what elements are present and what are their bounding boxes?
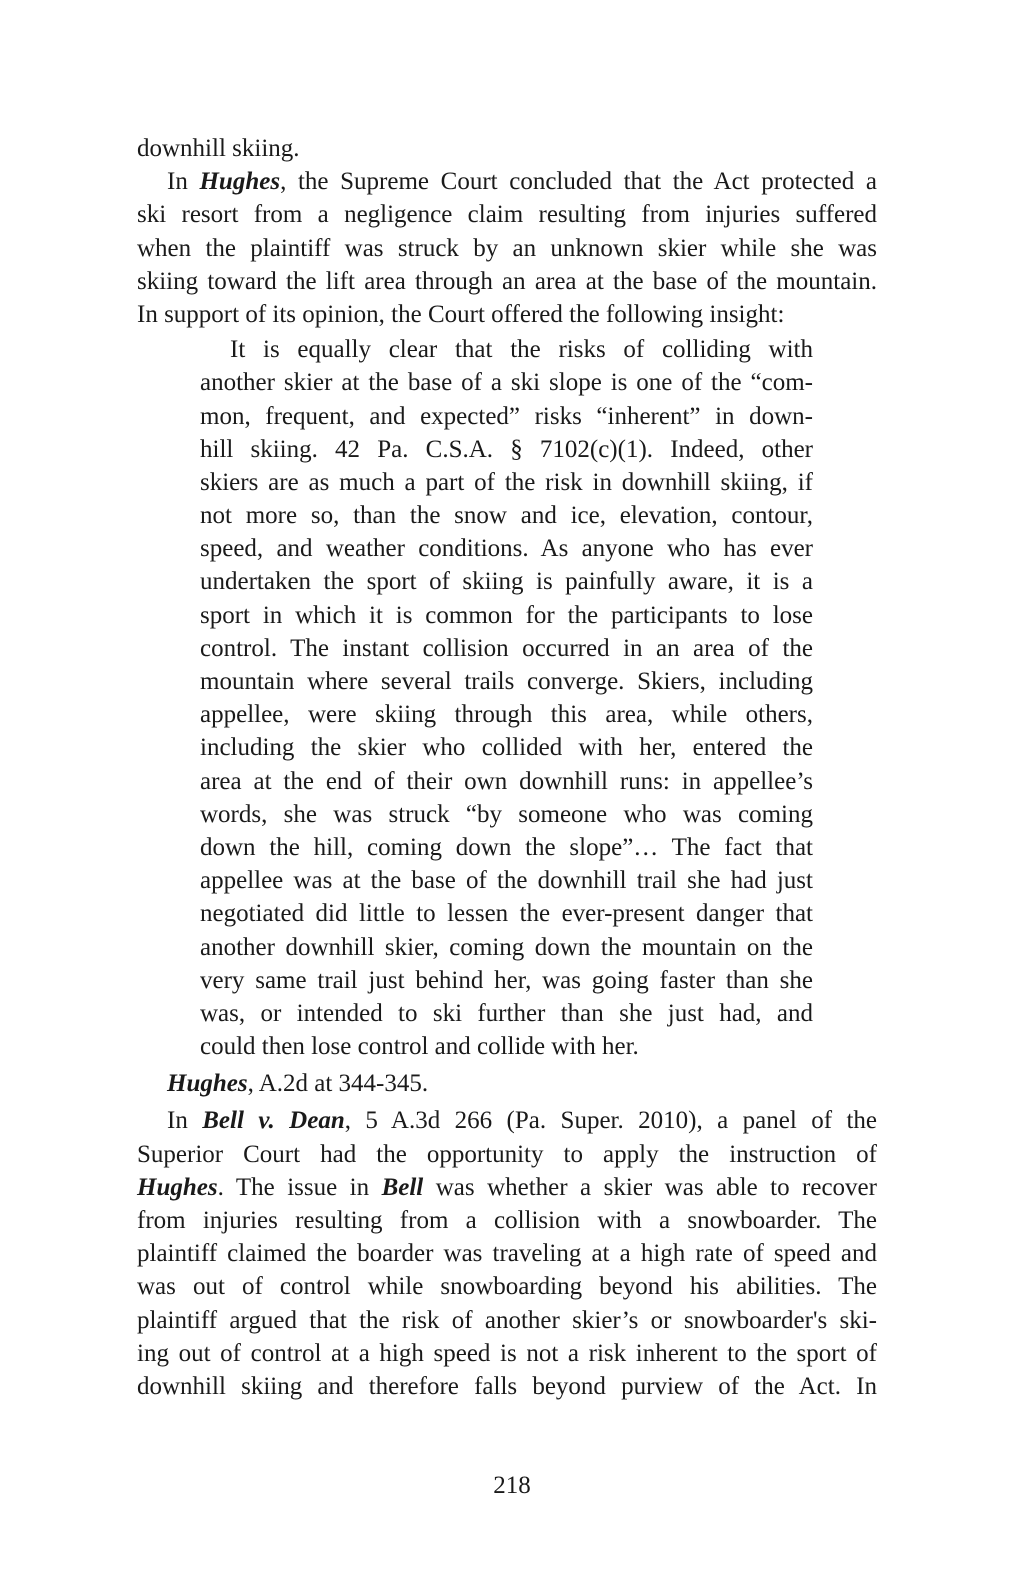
paragraph-line: ing out of control at a high speed is not a risk inherent to the sport of [137, 1339, 877, 1367]
text-fragment: , 5 A.3d 266 (Pa. Super. 2010), a panel of the [344, 1107, 877, 1135]
quote-line: down the hill, coming down the slope”… The fact that [200, 833, 813, 861]
quote-line: mon, frequent, and expected” risks “inherent” in down- [200, 402, 813, 430]
quote-line: including the skier who collided with her, entered the [200, 734, 813, 762]
page-body [137, 132, 877, 1403]
quote-line: area at the end of their own downhill runs: in appellee’s [200, 767, 813, 795]
quote-line: mountain where several trails converge. Skiers, including [200, 668, 813, 695]
block-quote [200, 333, 813, 1063]
quote-line: control. The instant collision occurred in an area of the [200, 634, 813, 662]
quote-line: was, or intended to ski further than she just had, and [200, 999, 813, 1027]
paragraph-line: when the plaintiff was struck by an unknown skier while she was [137, 234, 877, 262]
quote-line: sport in which it is common for the participants to lose [200, 601, 813, 629]
paragraph-line: was out of control while snowboarding beyond his abilities. The [137, 1273, 877, 1301]
quote-line: another downhill skier, coming down the mountain on the [200, 933, 813, 961]
quote-line: undertaken the sport of skiing is painfully aware, it is a [200, 568, 813, 596]
quote-line: appellee, were skiing through this area, while others, [200, 701, 813, 729]
quote-citation [137, 1067, 877, 1100]
paragraph-line: plaintiff claimed the boarder was traveling at a high rate of speed and [137, 1240, 877, 1268]
quote-line: negotiated did little to lessen the ever-present danger that [200, 900, 813, 928]
paragraph-line: plaintiff argued that the risk of another skier’s or snowboarder's ski- [137, 1306, 877, 1334]
quote-line: could then lose control and collide with her. [200, 1033, 639, 1061]
paragraph-line [137, 1171, 877, 1204]
text-fragment: In [167, 168, 200, 196]
quote-line: hill skiing. 42 Pa. C.S.A. § 7102(c)(1). Indeed, other [200, 435, 813, 463]
paragraph-hughes [137, 165, 877, 331]
case-name: Hughes [199, 168, 281, 196]
text-fragment: , A.2d at 344-345. [247, 1070, 429, 1098]
paragraph-line: In support of its opinion, the Court offered the following insight: [137, 300, 785, 328]
quote-line: words, she was struck “by someone who was coming [200, 800, 813, 828]
paragraph-line: skiing toward the lift area through an area at the base of the mountain. [137, 267, 877, 295]
case-name: Bell v. Dean [202, 1107, 345, 1135]
text-fragment: was whether a skier was able to recover [423, 1173, 877, 1201]
paragraph-bell [137, 1104, 877, 1403]
quote-line: skiers are as much a part of the risk in downhill skiing, if [200, 468, 813, 496]
text-fragment: , the Supreme Court concluded that the Act protected a [280, 168, 878, 196]
paragraph-line: from injuries resulting from a collision with a snowboarder. The [137, 1207, 877, 1234]
text-fragment: . The issue in [217, 1173, 382, 1201]
quote-line: not more so, than the snow and ice, elevation, contour, [200, 502, 813, 530]
quote-line: It is equally clear that the risks of colliding with [230, 336, 813, 364]
paragraph-line: downhill skiing and therefore falls beyond purview of the Act. In [137, 1372, 877, 1400]
case-name: Bell [381, 1173, 424, 1201]
page-number: 218 [493, 1472, 531, 1499]
paragraph-line [137, 1104, 877, 1137]
paragraph-line [137, 165, 877, 198]
quote-line: speed, and weather conditions. As anyone who has ever [200, 535, 813, 563]
text-fragment: In [167, 1107, 203, 1135]
quote-line: very same trail just behind her, was going faster than she [200, 966, 813, 994]
quote-line: another skier at the base of a ski slope is one of the “com- [200, 369, 813, 397]
paragraph-line: ski resort from a negligence claim resulting from injuries suffered [137, 201, 877, 229]
case-name: Hughes [167, 1070, 248, 1098]
paragraph-line: Superior Court had the opportunity to apply the instruction of [137, 1140, 877, 1168]
opening-line: downhill skiing. [137, 135, 300, 162]
case-name: Hughes [137, 1173, 218, 1201]
quote-line: appellee was at the base of the downhill trail she had just [200, 867, 813, 895]
